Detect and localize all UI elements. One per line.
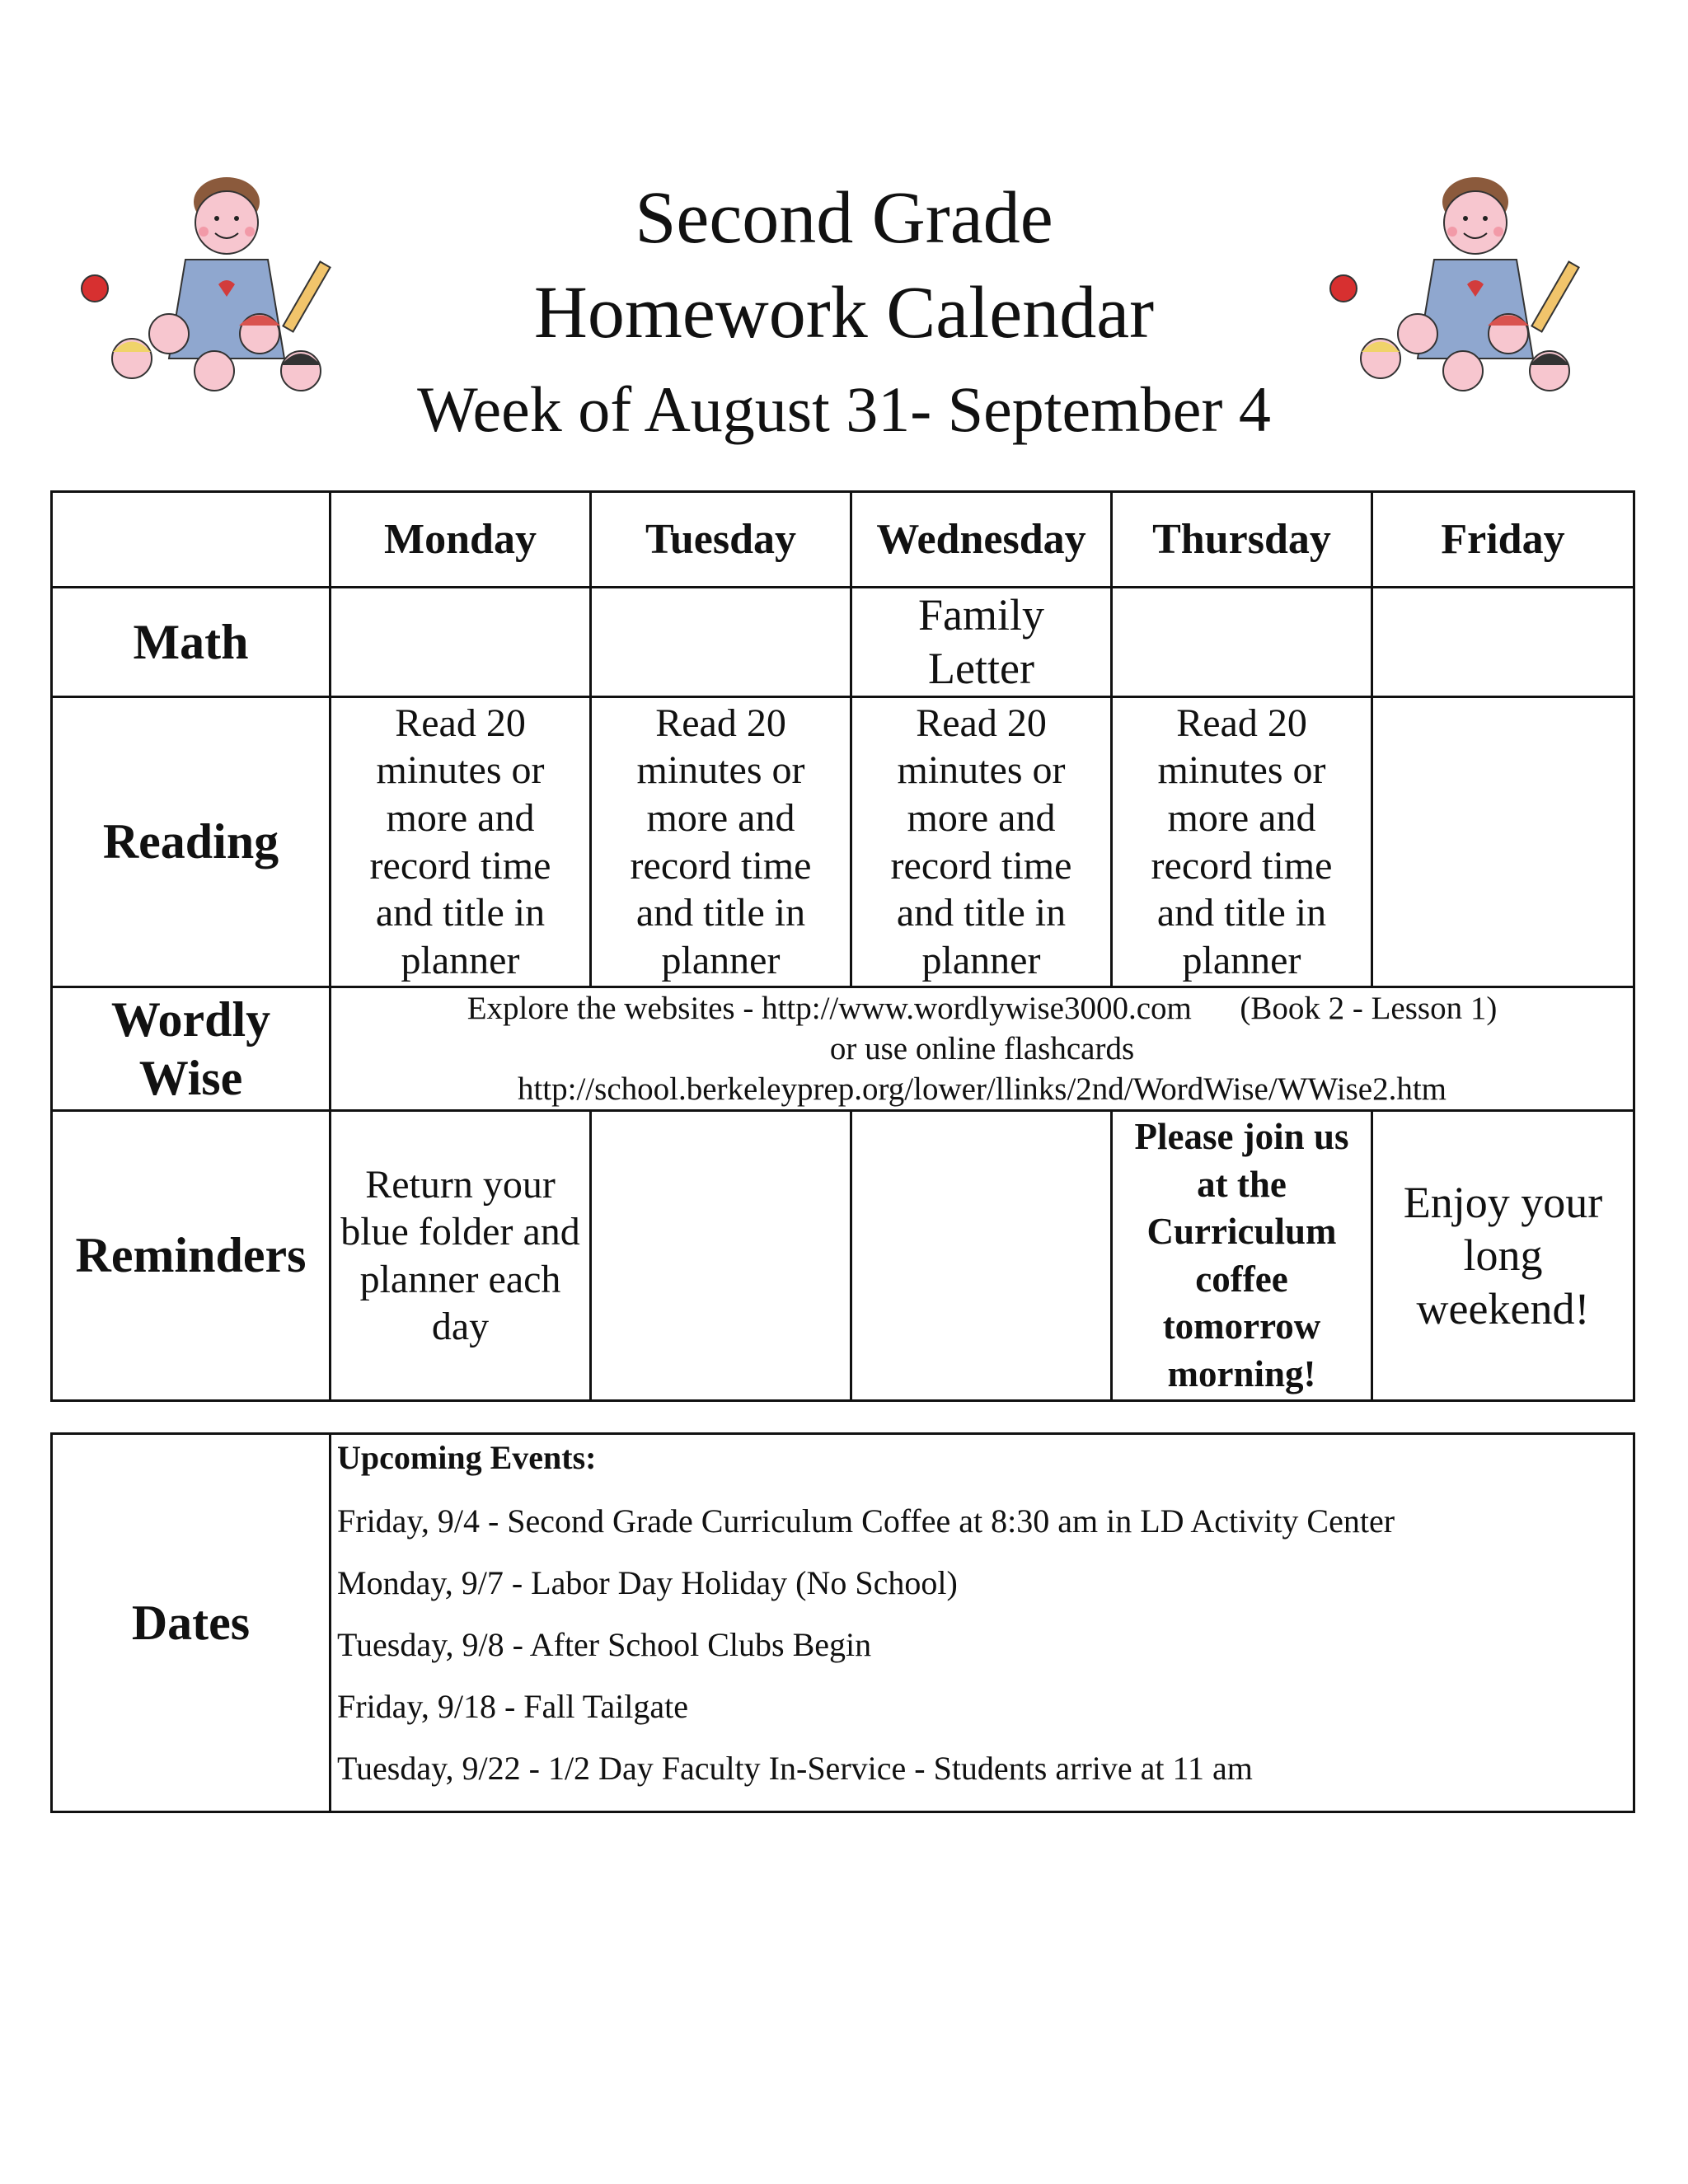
day-header-wednesday: Wednesday — [851, 492, 1112, 588]
event-item: Monday, 9/7 - Labor Day Holiday (No School) — [337, 1564, 958, 1601]
math-friday — [1372, 588, 1634, 697]
upcoming-events-list — [331, 1434, 1634, 1812]
wordly-wise-line-2: or use online flashcards — [829, 1031, 1135, 1067]
row-label-wise: Wise — [138, 1050, 243, 1105]
math-row — [52, 588, 1634, 697]
reading-monday: Read 20 minutes or more and record time and title in planner — [331, 697, 591, 987]
wordly-wise-row — [52, 987, 1634, 1111]
dates-row — [52, 1434, 1634, 1812]
row-label-math: Math — [52, 588, 331, 697]
day-header-row — [52, 492, 1634, 588]
event-item: Friday, 9/4 - Second Grade Curriculum Coffee at 8:30 am in LD Activity Center — [337, 1502, 1395, 1540]
week-subtitle: Week of August 31- September 4 — [417, 373, 1271, 445]
row-label-reading: Reading — [52, 697, 331, 987]
math-wednesday: Family Letter — [851, 588, 1112, 697]
title-line-2: Homework Calendar — [533, 272, 1155, 354]
row-label-wordly-wise — [52, 987, 331, 1111]
upcoming-dates-table — [50, 1432, 1635, 1813]
math-monday — [331, 588, 591, 697]
day-header-tuesday: Tuesday — [591, 492, 851, 588]
day-header-friday: Friday — [1372, 492, 1634, 588]
reading-wednesday: Read 20 minutes or more and record time and title in planner — [851, 697, 1112, 987]
wordly-wise-line-3: http://school.berkeleyprep.org/lower/llinks/2nd/WordWise/WWise2.htm — [517, 1071, 1447, 1108]
upcoming-events-heading: Upcoming Events: — [337, 1439, 597, 1476]
wordly-wise-instructions — [331, 987, 1634, 1111]
reminder-friday: Enjoy your long weekend! — [1372, 1111, 1634, 1401]
corner-cell — [52, 492, 331, 588]
row-label-dates: Dates — [52, 1434, 331, 1812]
reminders-row — [52, 1111, 1634, 1401]
event-item: Tuesday, 9/8 - After School Clubs Begin — [337, 1626, 872, 1663]
title-line-1: Second Grade — [635, 177, 1053, 259]
event-item: Friday, 9/18 - Fall Tailgate — [337, 1688, 689, 1725]
math-tuesday — [591, 588, 851, 697]
math-thursday — [1112, 588, 1372, 697]
reading-thursday: Read 20 minutes or more and record time and title in planner — [1112, 697, 1372, 987]
reminder-thursday: Please join us at the Curriculum coffee tomorrow morning! — [1112, 1111, 1372, 1401]
wordly-wise-line-1: Explore the websites - http://www.wordlywise3000.com (Book 2 - Lesson 1) — [467, 991, 1498, 1026]
reminder-wednesday — [851, 1111, 1112, 1401]
teacher-and-students-clipart — [1311, 169, 1607, 416]
day-header-monday: Monday — [331, 492, 591, 588]
row-label-reminders: Reminders — [52, 1111, 331, 1401]
reminder-monday: Return your blue folder and planner each day — [331, 1111, 591, 1401]
event-item: Tuesday, 9/22 - 1/2 Day Faculty In-Service - Students arrive at 11 am — [337, 1750, 1253, 1787]
teacher-and-students-clipart — [62, 169, 359, 416]
row-label-wordly: Wordly — [110, 991, 271, 1047]
reading-friday — [1372, 697, 1634, 987]
day-header-thursday: Thursday — [1112, 492, 1372, 588]
reading-row — [52, 697, 1634, 987]
homework-calendar-table — [50, 490, 1635, 1402]
reminder-tuesday — [591, 1111, 851, 1401]
reading-tuesday: Read 20 minutes or more and record time and title in planner — [591, 697, 851, 987]
